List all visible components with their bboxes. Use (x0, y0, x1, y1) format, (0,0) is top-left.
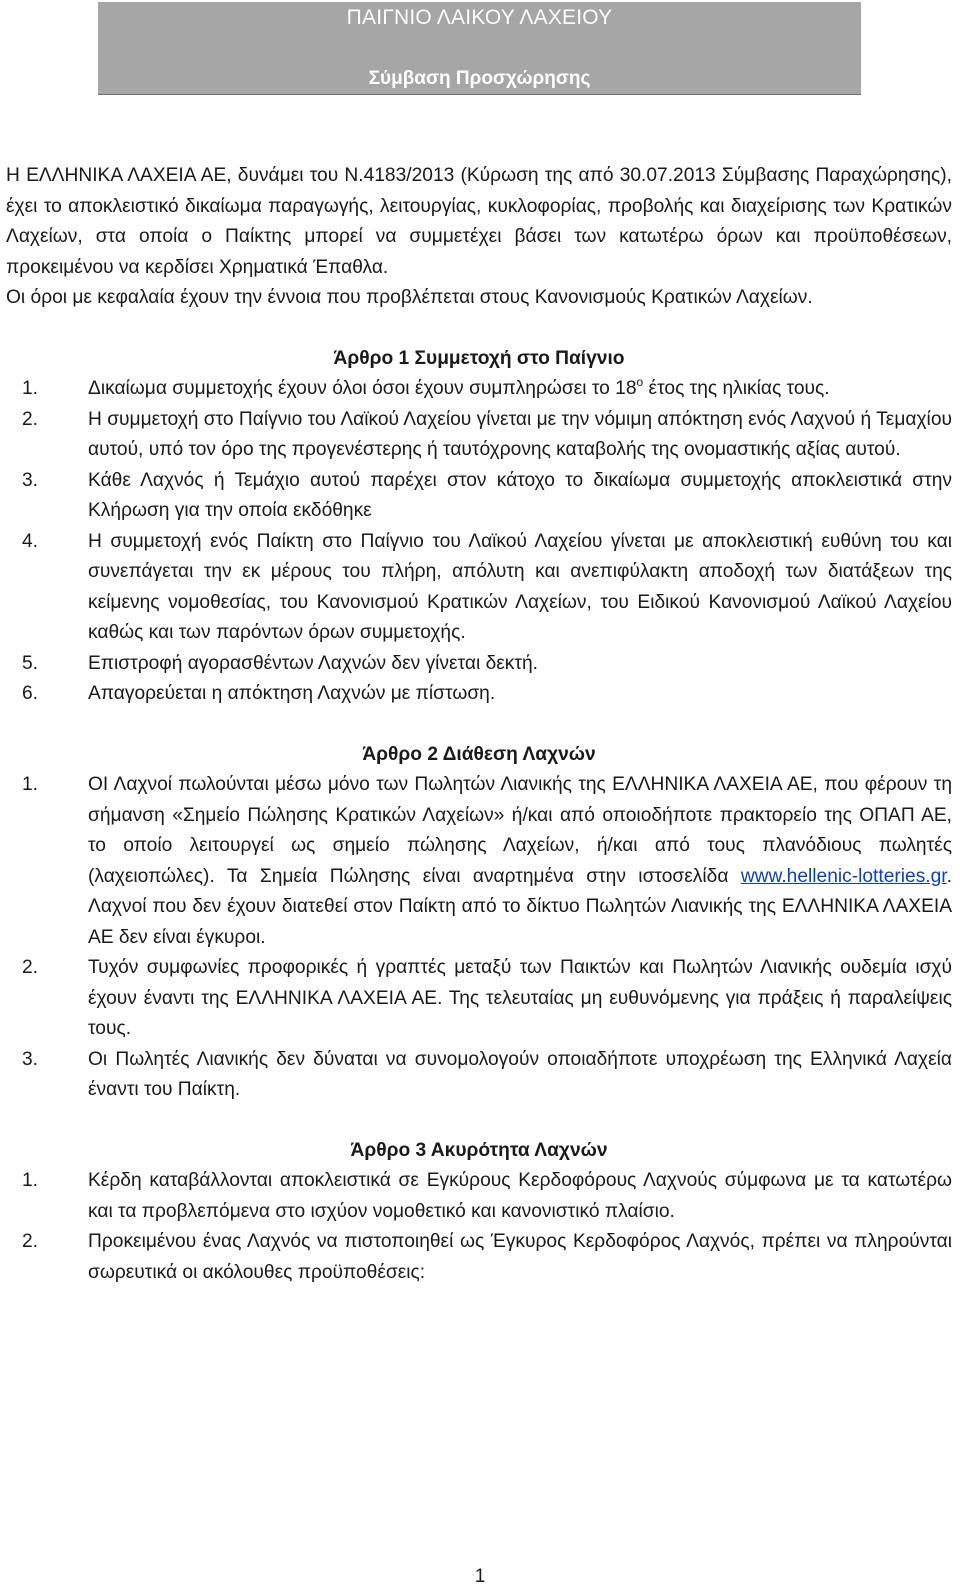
item-number: 3. (22, 1048, 39, 1070)
item-text: Κέρδη καταβάλλονται αποκλειστικά σε Εγκύρους Κερδοφόρους Λαχνούς σύμφωνα με τα κατωτέρω και τα προβλεπόμενα στο ισχύον νομοθετικό και κανονιστικό πλαίσιο. (88, 1170, 952, 1222)
item-number: 6. (22, 683, 39, 704)
article-3-title: Άρθρο 3 Ακυρότητα Λαχνών (350, 1139, 608, 1161)
item-text: Η συμμετοχή ενός Παίκτη στο Παίγνιο του Λαϊκού Λαχείου γίνεται με αποκλειστική ευθύνη του και συνεπάγεται την εκ μέρους του πλήρη, απόλυτη και ανεπιφύλακτη αποδοχή των διατάξεων της κείμενης νομοθεσίας, του Κανονισμού Κρατικών Λαχείων, του Ειδικού Κανονισμού Λαϊκού Λαχείου καθώς και των παρόντων όρων συμμετοχής. (88, 530, 952, 643)
intro-paragraph: Οι όροι με κεφαλαία έχουν την έννοια που προβλέπεται στους Κανονισμούς Κρατικών Λαχείων. (6, 287, 813, 308)
item-number: 1. (22, 774, 39, 795)
article-3-item-2 (6, 1227, 952, 1288)
item-number: 4. (22, 530, 39, 552)
article-2-title: Άρθρο 2 Διάθεση Λαχνών (362, 743, 596, 765)
item-text: . Λαχνοί που δεν έχουν διατεθεί στον Παίκτη από το δίκτυο Πωλητών Λιανικής της ΕΛΛΗΝΙΚΑ ΛΑΧΕΙΑ ΑΕ δεν είναι έγκυροι. (88, 865, 952, 948)
article-2-item-2 (6, 953, 952, 1045)
page-number: 1 (474, 1566, 486, 1587)
item-text: Προκειμένου ένας Λαχνός να πιστοποιηθεί ως Έγκυρος Κερδοφόρος Λαχνός, πρέπει να πληρούνται σωρευτικά οι ακόλουθες προϋποθέσεις: (88, 1231, 952, 1283)
banner-underline (98, 94, 861, 95)
item-text: Επιστροφή αγορασθέντων Λαχνών δεν γίνεται δεκτή. (88, 652, 538, 674)
item-text: Απαγορεύεται η απόκτηση Λαχνών με πίστωση. (88, 683, 496, 704)
item-number: 2. (22, 957, 39, 978)
article-2-item-3 (6, 1045, 952, 1106)
item-text: Οι Πωλητές Λιανικής δεν δύναται να συνομολογούν οποιαδήποτε υποχρέωση της Ελληνικά Λαχεία έναντι του Παίκτη. (88, 1048, 952, 1100)
item-number: 2. (22, 408, 39, 430)
item-number: 1. (22, 378, 39, 399)
title-banner (98, 2, 861, 95)
item-number: 3. (22, 469, 39, 491)
item-text: Η συμμετοχή στο Παίγνιο του Λαϊκού Λαχείου γίνεται με την νόμιμη απόκτηση ενός Λαχνού ή Τεμαχίου αυτού, υπό τον όρο της προγενέστερης ή ταυτόχρονης καταβολής της ονομαστικής αξίας αυτού. (88, 408, 952, 460)
item-number: 1. (22, 1170, 39, 1191)
document-body (6, 161, 952, 1288)
article-2-item-1 (6, 770, 952, 953)
intro-paragraph: Η ΕΛΛΗΝΙΚΑ ΛΑΧΕΙΑ ΑΕ, δυνάμει του Ν.4183/2013 (Κύρωση της από 30.07.2013 Σύμβασης Παραχώρησης), έχει το αποκλειστικό δικαίωμα παραγωγής, λειτουργίας, κυκλοφορίας, προβολής και διαχείρισης των Κρατικών Λαχείων, στα οποία ο Παίκτης μπορεί να συμμετέχει βάσει των κατωτέρω όρων και προϋποθέσεων, προκειμένου να κερδίσει Χρηματικά Έπαθλα. (6, 165, 952, 278)
item-number: 2. (22, 1231, 39, 1252)
item-text: έτος της ηλικίας τους. (643, 378, 830, 399)
article-1-item-2 (6, 405, 952, 466)
item-text: Δικαίωμα συμμετοχής έχουν όλοι όσοι έχουν συμπληρώσει το 18 (88, 378, 637, 399)
ordinal-superscript: ο (636, 375, 644, 389)
document-subtitle: Σύμβαση Προσχώρησης (368, 68, 591, 89)
item-text: ΟΙ Λαχνοί πωλούνται μέσω μόνο των Πωλητών Λιανικής της ΕΛΛΗΝΙΚΑ ΛΑΧΕΙΑ ΑΕ, που φέρουν τη σήμανση «Σημείο Πώλησης Κρατικών Λαχείων» ή/και από οποιοδήποτε πρακτορείο της ΟΠΑΠ ΑΕ, το οποίο λειτουργεί ως σημείο πώλησης Λαχείων, ή/και από τους πλανόδιους πωλητές (λαχειοπώλες). Τα Σημεία Πώλησης είναι αναρτημένα στην ιστοσελίδα (88, 774, 952, 887)
document-title: ΠΑΙΓΝΙΟ ΛΑΙΚΟΥ ΛΑΧΕΙΟΥ (346, 6, 613, 29)
item-text: Κάθε Λαχνός ή Τεμάχιο αυτού παρέχει στον κάτοχο το δικαίωμα συμμετοχής αποκλειστικά στην Κλήρωση για την οποία εκδόθηκε (88, 469, 952, 521)
article-1-item-5 (6, 649, 952, 680)
article-1-item-4 (6, 527, 952, 649)
article-1-item-6 (6, 679, 952, 710)
article-1-item-1 (6, 374, 952, 405)
hellenic-lotteries-link[interactable]: www.hellenic-lotteries.gr (740, 865, 947, 887)
item-number: 5. (22, 652, 39, 674)
article-1-title: Άρθρο 1 Συμμετοχή στο Παίγνιο (333, 347, 625, 369)
article-3-item-1 (6, 1166, 952, 1227)
article-1-item-3 (6, 466, 952, 527)
item-text: Τυχόν συμφωνίες προφορικές ή γραπτές μεταξύ των Παικτών και Πωλητών Λιανικής ουδεμία ισχύ έχουν έναντι της ΕΛΛΗΝΙΚΑ ΛΑΧΕΙΑ ΑΕ. Της τελευταίας μη ευθυνόμενης για πράξεις ή παραλείψεις τους. (88, 957, 952, 1039)
